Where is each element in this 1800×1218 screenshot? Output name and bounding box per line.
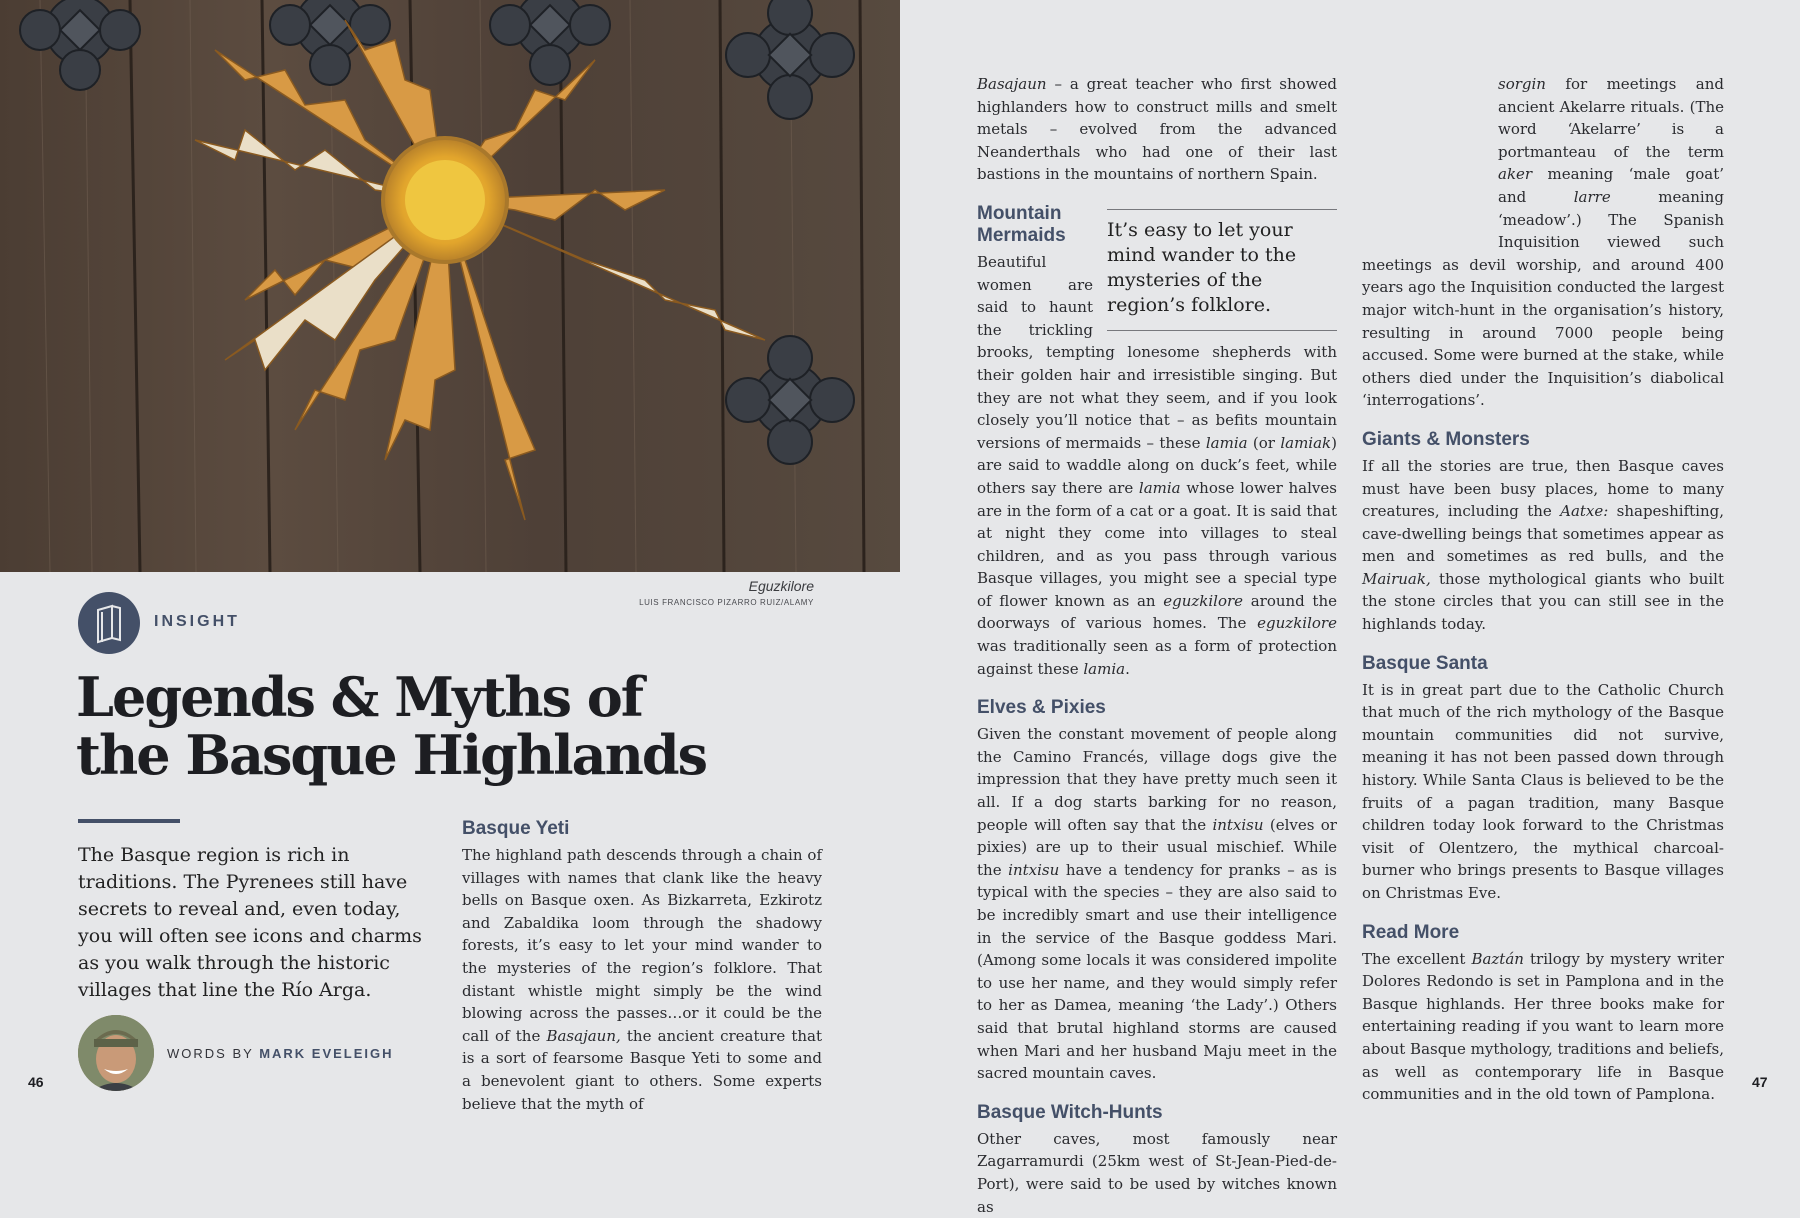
section-elves-pixies: [977, 697, 1337, 1085]
heading-basque-santa: Basque Santa: [1362, 652, 1488, 674]
heading-elves-pixies: Elves & Pixies: [977, 697, 1106, 719]
insight-label: INSIGHT: [154, 613, 240, 630]
page-number-left: 46: [28, 1074, 44, 1090]
paragraph-mountain-mermaids: Beautiful women are said to haunt the trickling brooks, tempting lonesome shepherds with their golden hair and irresistible singing. But they are not what they seem, and if you look closely you’ll notice that – as befits mountain versions of mermaids – these lamia (or lamiak) are said to waddle along on duck’s feet, while others say there are lamia whose lower halves are in the form of a cat or a goat. It is said that at night they come into villages to steal children, and as you pass through various Basque villages, you might see a special type of flower known as an eguzkilore around the doorways of various homes. The eguzkilore was traditionally seen as a form of protection against these lamia.: [977, 252, 1337, 678]
paragraph-basque-yeti: The highland path descends through a chain of villages with names that clank like the heavy bells on Basque oxen. As Bizkarreta, Ezkirotz and Zabaldika loom through the shadowy forests, it’s easy to let your mind wander to the mysteries of the region’s folklore. That distant whistle might simply be the wind blowing across the passes…or it could be the call of the Basajaun, the ancient creature that is a sort of fearsome Basque Yeti to some and a benevolent giant to others. Some experts believe that the myth of: [462, 846, 822, 1113]
paragraph-witch-hunts-start: Other caves, most famously near Zagarramurdi (25km west of St-Jean-Pied-de-Port), were said to be used by witches known as: [977, 1129, 1337, 1216]
heading-giants-monsters: Giants & Monsters: [1362, 428, 1530, 450]
book-icon: [78, 592, 140, 654]
byline: [167, 1046, 394, 1061]
paragraph-giants-monsters: If all the stories are true, then Basque caves must have been busy places, home to many creatures, including the Aatxe: shapeshifting, cave-dwelling beings that sometimes appear as men and sometimes as red bulls, and the Mairuak, those mythological giants who built the stone circles that you can still see in the highlands today.: [1362, 456, 1724, 634]
paragraph-witch-hunts-cont: sorgin for meetings and ancient Akelarre rituals. (The word ‘Akelarre’ is a portmanteau of the term aker meaning ‘male goat’ and larre meaning ‘meadow’.) The Spanish Inquisition viewed such meetings as devil worship, and around 400 years ago the Inquisition conducted the largest major witch-hunt in the organisation’s history, resulting in around 7000 people being accused. Some were burned at the stake, while others died under the Inquisition’s diabolical ‘interrogations’.: [1362, 75, 1724, 410]
page-title: Legends & Myths of the Basque Highlands: [76, 665, 707, 787]
section-witch-hunts: [977, 1102, 1337, 1218]
title-rule: [78, 819, 180, 823]
byline-prefix: WORDS BY: [167, 1046, 254, 1061]
column-2: [977, 73, 1337, 1218]
author-avatar: [78, 1015, 154, 1091]
photo-caption: [560, 578, 814, 607]
insight-badge: [78, 592, 140, 654]
photo-credit: LUIS FRANCISCO PIZARRO RUIZ/ALAMY: [639, 598, 814, 607]
paragraph-elves-pixies: Given the constant movement of people along the Camino Francés, village dogs give the impression that they have pretty much seen it all. If a dog starts barking for no reason, people will often say that the intxisu (elves or pixies) are up to their usual mischief. While the intxisu have a tendency for pranks – as is typical with the species – they are also said to be incredibly smart and use their intelligence in the service of the Basque goddess Mari. (Among some locals it was considered impolite to use her name, and they would simply refer to her as Damea, meaning ‘the Lady’.) Others said that brutal highland storms are caused when Mari and her husband Maju meet in the sacred mountain caves.: [977, 725, 1337, 1083]
heading-witch-hunts: Basque Witch-Hunts: [977, 1101, 1163, 1123]
section-giants-monsters: [1362, 429, 1724, 636]
eguzkilore-photo: [0, 0, 900, 572]
paragraph-basque-santa: It is in great part due to the Catholic Church that much of the rich mythology of the Basque mountain communities did not survive, meaning it has not been passed down through history. While Santa Claus is believed to be the fruits of a pagan tradition, many Basque children today look forward to the Christmas visit of Olentzero, the mythical charcoal-burner who brings presents to Basque villages on Christmas Eve.: [1362, 680, 1724, 902]
section-mountain-mermaids: [977, 203, 1337, 680]
author-name: MARK EVELEIGH: [259, 1046, 394, 1061]
heading-read-more: Read More: [1362, 921, 1460, 943]
caption-title: Eguzkilore: [748, 578, 814, 594]
paragraph-basajaun: Basajaun – a great teacher who first showed highlanders how to construct mills and smelt metals – evolved from the advanced Neanderthals who had one of their last bastions in the mountains of northern Spain.: [977, 75, 1337, 184]
section-read-more: [1362, 922, 1724, 1106]
column-3: [1362, 73, 1724, 1106]
heading-basque-yeti: Basque Yeti: [462, 818, 570, 839]
column-1: [462, 818, 822, 1115]
heading-mountain-mermaids: Mountain Mermaids: [977, 202, 1066, 246]
paragraph-read-more: The excellent Baztán trilogy by mystery writer Dolores Redondo is set in Pamplona and in the Basque highlands. Her three books make for entertaining reading if you want to learn more about Basque mythology, traditions and beliefs, as well as contemporary life in Basque communities and in the old town of Pamplona.: [1362, 949, 1724, 1104]
section-basque-santa: [1362, 653, 1724, 905]
intro-paragraph: The Basque region is rich in traditions. The Pyrenees still have secrets to reveal and, even today, you will often see icons and charms as you walk through the historic villages that line the Río Arga.: [78, 844, 422, 1001]
pullquote-spacer: [1362, 73, 1498, 253]
pull-quote: It’s easy to let your mind wander to the mysteries of the region’s folklore.: [1107, 209, 1337, 331]
page-number-right: 47: [1752, 1074, 1768, 1090]
